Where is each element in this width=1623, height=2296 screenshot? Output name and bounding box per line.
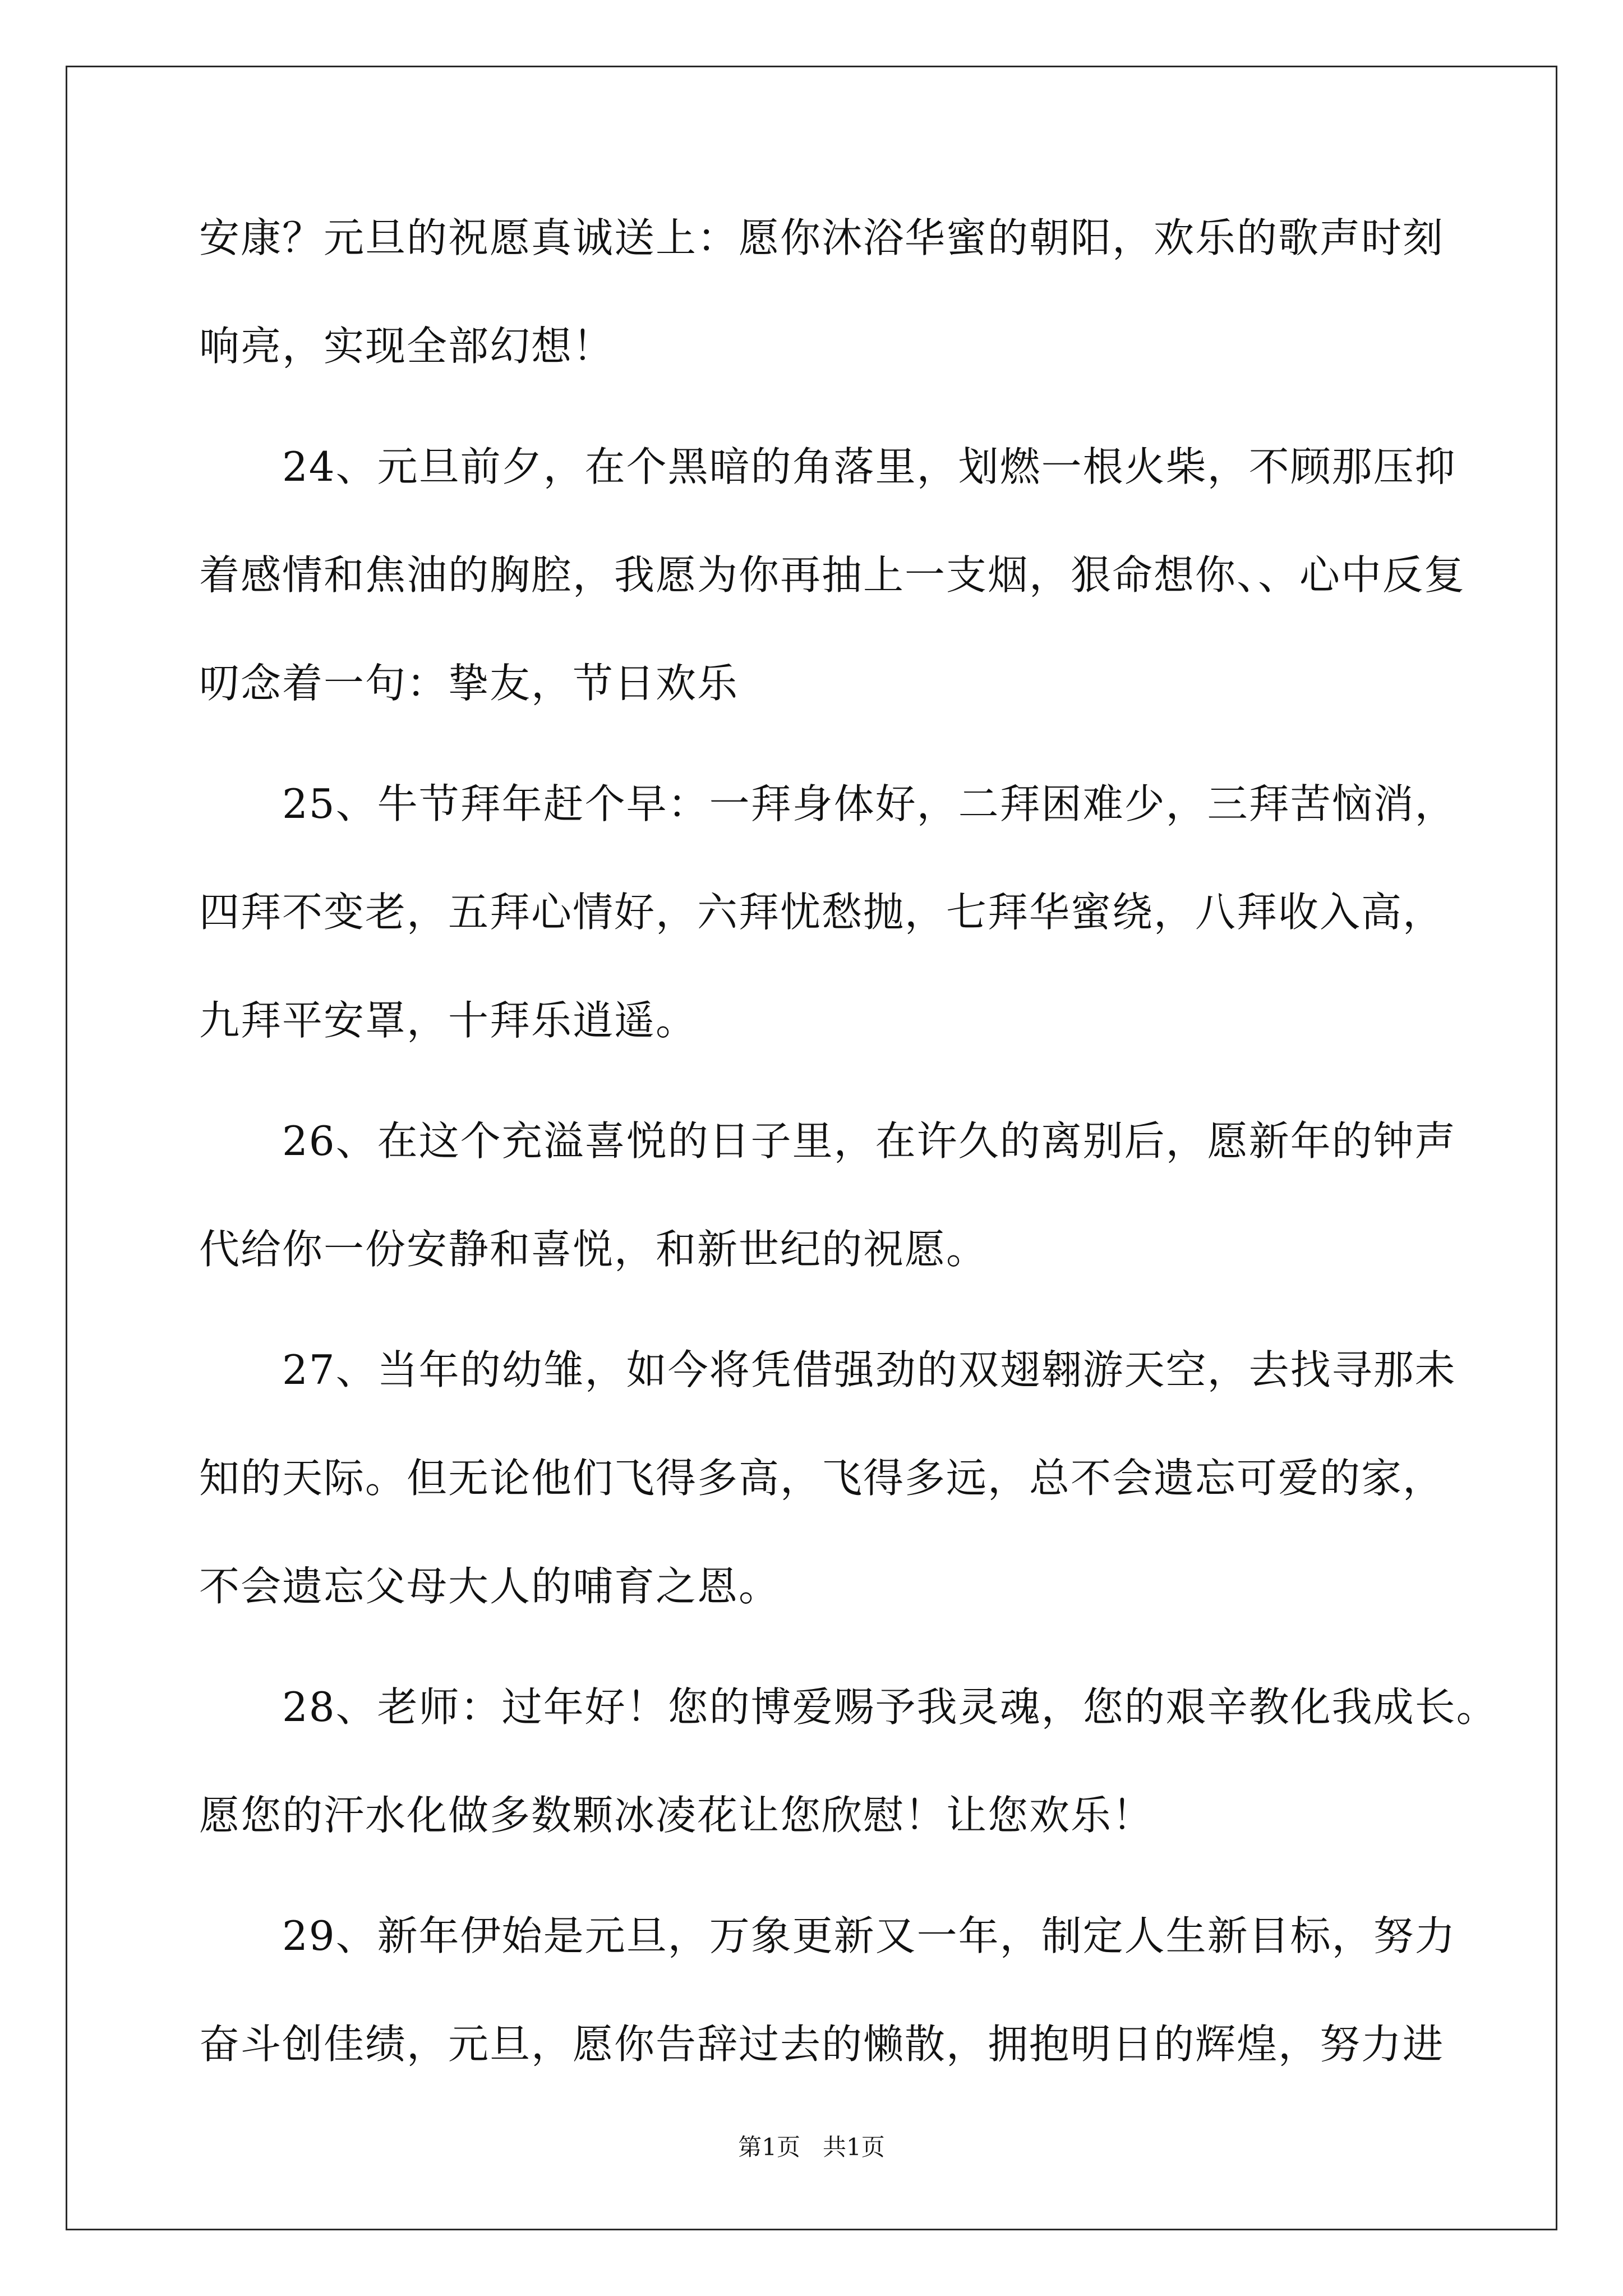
text-line: 28、老师：过年好！您的博爱赐予我灵魂，您的艰辛教化我成长。 — [199, 1683, 1498, 1731]
text-line: 九拜平安罩，十拜乐逍遥。 — [199, 997, 698, 1044]
text-line: 愿您的汗水化做多数颗冰凌花让您欣慰！让您欢乐！ — [199, 1792, 1154, 1839]
text-line: 25、牛节拜年赶个早：一拜身体好，二拜困难少，三拜苦恼消， — [199, 780, 1456, 827]
text-line: 27、当年的幼雏，如今将凭借强劲的双翅翱游天空，去找寻那未 — [199, 1346, 1456, 1393]
page-number: 第1页 — [738, 2133, 800, 2161]
text-line: 29、新年伊始是元旦，万象更新又一年，制定人生新目标，努力 — [199, 1912, 1456, 1959]
text-line: 响亮，实现全部幻想！ — [199, 323, 615, 370]
text-line: 安康？元旦的祝愿真诚送上：愿你沐浴华蜜的朝阳，欢乐的歌声时刻 — [199, 214, 1445, 261]
page-footer — [0, 2132, 1623, 2163]
text-line: 知的天际。但无论他们飞得多高，飞得多远，总不会遗忘可爱的家， — [199, 1455, 1445, 1502]
text-line: 奋斗创佳绩，元旦，愿你告辞过去的懒散，拥抱明日的辉煌，努力进 — [199, 2021, 1445, 2068]
page-total: 共1页 — [823, 2133, 885, 2161]
text-line: 着感情和焦油的胸腔，我愿为你再抽上一支烟，狠命想你、、心中反复 — [199, 551, 1466, 599]
text-line: 不会遗忘父母大人的哺育之恩。 — [199, 1563, 781, 1610]
text-line: 代给你一份安静和喜悦，和新世纪的祝愿。 — [199, 1226, 988, 1273]
text-line: 四拜不变老，五拜心情好，六拜忧愁抛，七拜华蜜绕，八拜收入高， — [199, 889, 1445, 936]
text-line: 26、在这个充溢喜悦的日子里，在许久的离别后，愿新年的钟声 — [199, 1117, 1456, 1165]
text-line: 24、元旦前夕，在个黑暗的角落里，划燃一根火柴，不顾那压抑 — [199, 443, 1456, 490]
text-line: 叨念着一句：挚友，节日欢乐 — [199, 660, 739, 707]
